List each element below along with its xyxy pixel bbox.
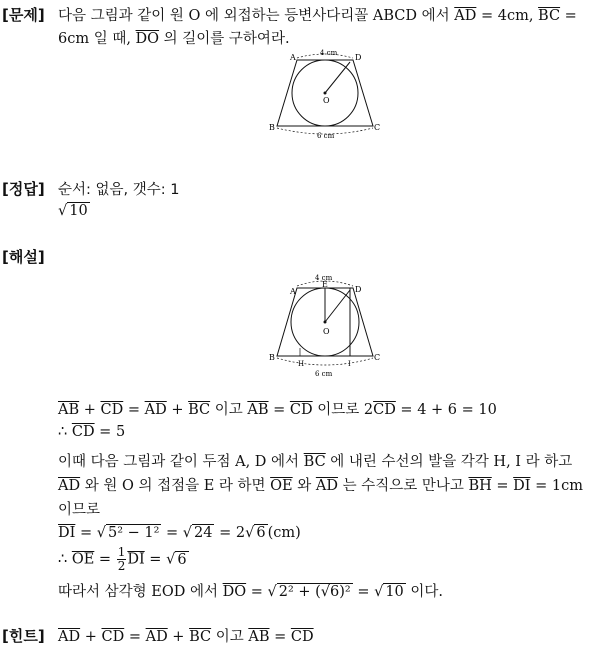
answer-order: 순서: 없음, 갯수: 1 [58, 182, 180, 198]
explanation-line-3: 이때 다음 그림과 같이 두점 A, D 에서 $\overline{BC}$ 에 내린 수선의 발을 각각 H, I 라 하고 [58, 454, 573, 470]
explanation-line-7: ∴ $\overline{OE}$ = $\frac{1}{2}$ $\overline{DI}$ = √ 6 [58, 545, 187, 573]
svg-text:C: C [374, 123, 381, 132]
problem-line-1: 다음 그림과 같이 원 O 에 외접하는 등변사다리꼴 ABCD 에서 $\overline{AD} = 4cm$, $\overline{BC}$ = [58, 8, 577, 24]
svg-text:A: A [290, 53, 296, 62]
hint-label: [힌트] [2, 627, 45, 645]
svg-text:4 cm: 4 cm [320, 49, 338, 57]
explanation-line-5: 이므로 [58, 502, 101, 518]
explanation-line-6: $\overline{DI}$ = √ 5² − 1² = √ 24 = 2√ 6 (cm) [58, 525, 301, 541]
svg-text:D: D [355, 285, 362, 294]
figure-trapezoid-1 [265, 48, 390, 140]
svg-text:A: A [290, 287, 296, 296]
svg-text:6 cm: 6 cm [317, 132, 335, 140]
svg-text:6 cm: 6 cm [315, 370, 333, 378]
explanation-line-2: ∴ $\overline{CD} = 5$ [58, 424, 126, 440]
figure-trapezoid-2 [265, 268, 390, 380]
svg-text:E: E [322, 280, 328, 289]
answer-value: √ 10 [58, 203, 88, 219]
svg-text:B: B [269, 123, 275, 132]
hint-text: $\overline{AD} + \overline{CD} = \overline{AD} + \overline{BC}$ 이고 $\overline{AB} = \overline{CD}$ [58, 629, 314, 645]
answer-label: [정답] [2, 180, 45, 198]
problem-label: [문제] [2, 6, 45, 24]
svg-text:H: H [298, 360, 305, 368]
explanation-label: [해설] [2, 248, 45, 266]
svg-text:I: I [348, 360, 351, 368]
svg-text:O: O [323, 327, 330, 336]
svg-text:O: O [323, 96, 330, 105]
svg-text:D: D [355, 53, 362, 62]
explanation-line-8: 따라서 삼각형 EOD 에서 $\overline{DO}$ = √ 2² + (√6)² = √ 10 이다. [58, 584, 444, 600]
svg-text:B: B [269, 353, 275, 362]
explanation-line-1: $\overline{AB} + \overline{CD} = \overline{AD} + \overline{BC}$ 이고 $\overline{AB} = \overline{CD}$ 이므로 $2\overline{CD} = 4 + 6 = 10$ [58, 402, 497, 418]
svg-text:C: C [374, 353, 381, 362]
problem-line-2: 6cm 일 때, $\overline{DO}$ 의 길이를 구하여라. [58, 31, 290, 47]
explanation-line-4: $\overline{AD}$ 와 원 O 의 접점을 E 라 하면 $\overline{OE}$ 와 $\overline{AD}$ 는 수직으로 만나고 $\overline{BH} = \overline{DI} = 1cm$ [58, 478, 583, 494]
svg-text:4 cm: 4 cm [315, 274, 333, 282]
